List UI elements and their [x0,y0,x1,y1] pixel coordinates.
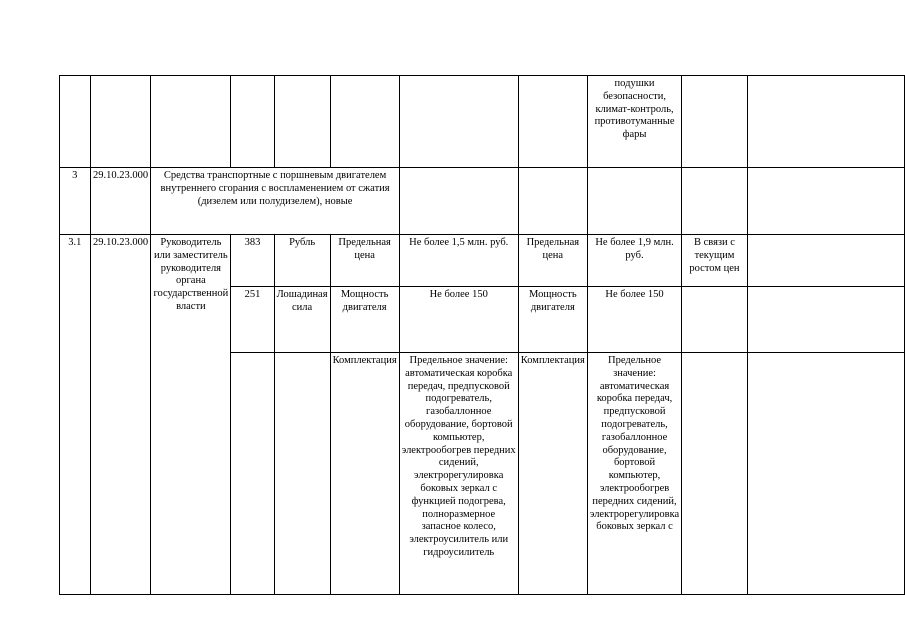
cell-empty [587,168,681,235]
cell-empty [682,287,748,353]
cell-empty [274,353,330,595]
cell-unit-code: 251 [231,287,274,353]
cell-empty [518,76,587,168]
cell-unit-name: Рубль [274,235,330,287]
requirements-table [59,75,905,595]
cell-empty [90,76,151,168]
cell-row-number: 3 [60,168,91,235]
cell-characteristic-2: Комплектация [518,353,587,595]
cell-empty [399,168,518,235]
cell-empty [747,353,904,595]
cell-empty [399,76,518,168]
table-row-continuation [60,76,905,168]
cell-okpd-code: 29.10.23.000 [90,168,151,235]
cell-unit-code: 383 [231,235,274,287]
table-row-3-1-price [60,235,905,287]
cell-value-2: Не более 1,9 млн. руб. [587,235,681,287]
cell-empty [682,353,748,595]
cell-value: Предельное значение: автоматическая коробка передач, предпусковой подогреватель, газобаллонное оборудование, бортовой компьютер, электрообогрев передних сидений, электрорегулировка боковых зеркал с функцией подогрева, полноразмерное запасное колесо, электроусилитель или гидроусилитель [399,353,518,595]
cell-value-2: Не более 150 [587,287,681,353]
cell-empty [231,353,274,595]
cell-characteristic-2: Предельная цена [518,235,587,287]
cell-empty [747,168,904,235]
cell-empty [151,76,231,168]
cell-empty [274,76,330,168]
cell-empty [747,235,904,287]
cell-unit-name: Лошадиная сила [274,287,330,353]
cell-value: Не более 1,5 млн. руб. [399,235,518,287]
cell-okpd-code: 29.10.23.000 [90,235,151,595]
cell-reason: В связи с текущим ростом цен [682,235,748,287]
cell-characteristic: Предельная цена [330,235,399,287]
cell-product-name: Средства транспортные с поршневым двигателем внутреннего сгорания с воспламенением от сжатия (дизелем или полудизелем), новые [151,168,399,235]
cell-value-2: Предельное значение: автоматическая коробка передач, предпусковой подогреватель, газобаллонное оборудование, бортовой компьютер, электрообогрев передних сидений, электрорегулировка боковых зеркал с [587,353,681,595]
cell-empty [682,168,748,235]
cell-characteristic: Комплектация [330,353,399,595]
cell-continued-equipment: подушки безопасности, климат-контроль, противотуманные фары [587,76,681,168]
table-row-3 [60,168,905,235]
cell-row-number: 3.1 [60,235,91,595]
cell-empty [60,76,91,168]
cell-characteristic: Мощность двигателя [330,287,399,353]
cell-empty [330,76,399,168]
cell-empty [518,168,587,235]
cell-empty [231,76,274,168]
cell-position: Руководитель или заместитель руководителя органа государственной власти [151,235,231,595]
cell-empty [747,287,904,353]
cell-value: Не более 150 [399,287,518,353]
cell-empty [682,76,748,168]
cell-characteristic-2: Мощность двигателя [518,287,587,353]
cell-empty [747,76,904,168]
